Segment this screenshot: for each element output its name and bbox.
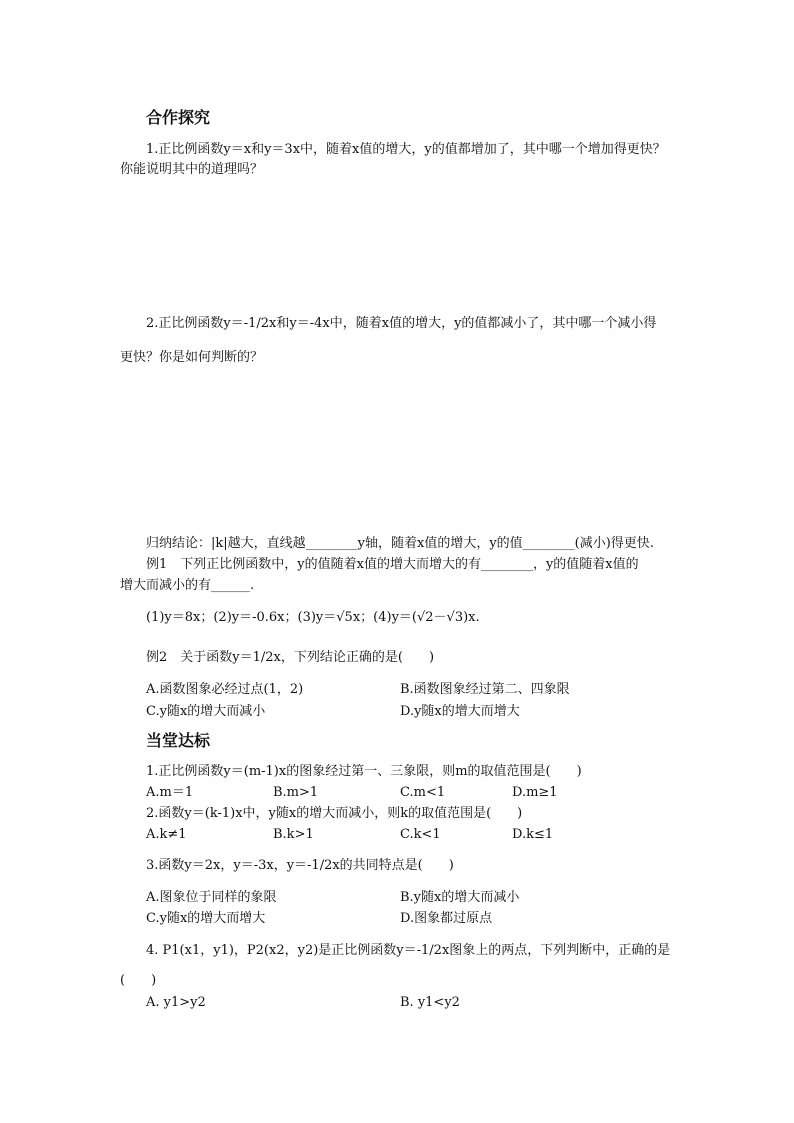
question-1-line-2: 你能说明其中的道理吗？ (120, 162, 264, 177)
check-question-4-option-b: B. y1<y2 (400, 995, 460, 1010)
check-question-3-option-b: B.y随x的增大而减小 (400, 890, 520, 905)
check-question-3-option-a: A.图象位于同样的象限 (146, 890, 277, 905)
example-2-stem: 例2 关于函数y＝1/2x，下列结论正确的是( ) (146, 650, 435, 665)
check-question-1-option-b: B.m>1 (273, 785, 319, 800)
check-question-2-option-b: B.k>1 (273, 827, 314, 842)
check-question-2-stem: 2.函数y＝(k-1)x中，y随x的增大而减小，则k的取值范围是( ) (146, 806, 523, 821)
question-2-line-2: 更快？你是如何判断的？ (120, 350, 264, 365)
question-2-line-1: 2.正比例函数y＝-1/2x和y＝-4x中，随着x值的增大，y的值都减小了，其中哪一个减小得 (146, 316, 657, 331)
example-2-option-c: C.y随x的增大而减小 (146, 704, 266, 719)
example-2-option-b: B.函数图象经过第二、四象限 (400, 682, 570, 697)
check-question-4-line-1: 4. P1(x1，y1)，P2(x2，y2)是正比例函数y＝-1/2x图象上的两点，下列判断中，正确的是 (146, 943, 671, 958)
check-question-1-stem: 1.正比例函数y＝(m-1)x的图象经过第一、三象限，则m的取值范围是( ) (146, 764, 582, 779)
conclusion-text: 归纳结论：|k|越大，直线越________y轴，随着x值的增大，y的值________(减小)得更快. (146, 536, 654, 551)
check-question-3-option-d: D.图象都过原点 (400, 911, 493, 926)
check-question-1-option-d: D.m≥1 (512, 785, 558, 800)
check-question-1-option-a: A.m＝1 (146, 785, 194, 800)
check-question-2-option-c: C.k<1 (400, 827, 441, 842)
example-1-line-2: 增大而减小的有______. (120, 578, 255, 593)
question-1-line-1: 1.正比例函数y＝x和y＝3x中，随着x值的增大，y的值都增加了，其中哪一个增加得更快？ (146, 142, 666, 157)
check-question-4-line-2: ( ) (120, 973, 157, 988)
check-question-1-option-c: C.m<1 (400, 785, 446, 800)
example-2-option-d: D.y随x的增大而增大 (400, 704, 520, 719)
check-question-4-option-a: A. y1>y2 (146, 995, 206, 1010)
section-heading-in-class-check: 当堂达标 (146, 731, 211, 750)
example-2-option-a: A.函数图象必经过点(1，2) (146, 682, 304, 697)
example-1-line-1: 例1 下列正比例函数中，y的值随着x值的增大而增大的有________，y的值随着x值的 (146, 557, 639, 572)
check-question-2-option-a: A.k≠1 (146, 827, 187, 842)
check-question-3-stem: 3.函数y＝2x，y＝-3x，y＝-1/2x的共同特点是( ) (146, 858, 454, 873)
check-question-2-option-d: D.k≤1 (512, 827, 554, 842)
example-1-functions: (1)y＝8x；(2)y＝-0.6x；(3)y＝√5x；(4)y＝(√2－√3)x. (146, 610, 480, 625)
check-question-3-option-c: C.y随x的增大而增大 (146, 911, 266, 926)
section-heading-cooperative-inquiry: 合作探究 (146, 108, 211, 127)
